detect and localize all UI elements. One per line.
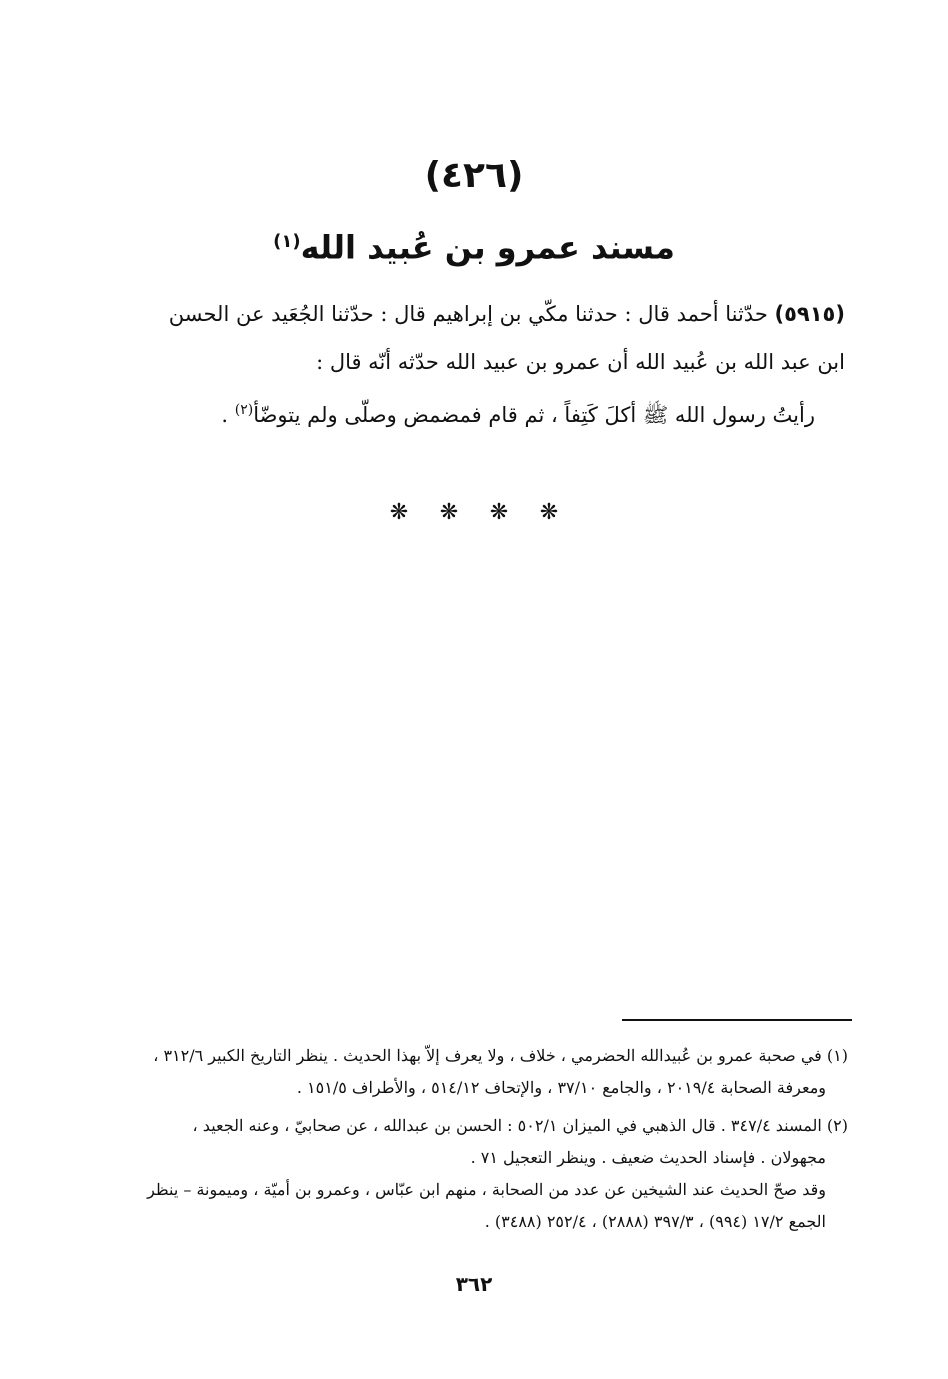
- hadith-line-1: [100, 290, 845, 338]
- hadith-matn: رأيتُ رسول الله ﷺ أكلَ كَتِفاً ، ثم قام فمضمض وصلّى ولم يتوضّأ: [253, 403, 815, 427]
- footnote-2-line-1: (٢) المسند ٣٤٧/٤ . قال الذهبي في الميزان ٥٠٢/١ : الحسن بن عبدالله ، عن صحابيّ ، وعنه الجعيد ،: [192, 1116, 848, 1135]
- hadith-line-2: ابن عبد الله بن عُبيد الله أن عمرو بن عبيد الله حدّثه أنّه قال :: [316, 350, 845, 374]
- footnote-2-line-2: مجهولان . فإسناد الحديث ضعيف . وينظر التعجيل ٧١ .: [470, 1148, 826, 1167]
- hadith-matn-end: .: [221, 403, 235, 427]
- footnote-marker-2: (٢): [234, 402, 254, 418]
- footnote-marker-1: (١): [273, 231, 301, 252]
- hadith-number: (٥٩١٥): [774, 302, 845, 326]
- star-ornament: ❋: [489, 500, 509, 525]
- star-ornament: ❋: [539, 500, 559, 525]
- footnote-1-line-1: (١) في صحبة عمرو بن عُبيدالله الحضرمي ، خلاف ، ولا يعرف إلاّ بهذا الحديث . ينظر التاريخ الكبير ٣١٢/٦ ،: [153, 1046, 848, 1065]
- hadith-matn-line: [100, 386, 845, 439]
- section-title: [0, 214, 948, 276]
- footnote-2-line-4: الجمع ١٧/٢ (٩٩٤) ، ٣٩٧/٣ (٢٨٨٨) ، ٢٥٢/٤ (٣٤٨٨) .: [484, 1212, 826, 1231]
- footnote-1-line-2: ومعرفة الصحابة ٢٠١٩/٤ ، والجامع ٣٧/١٠ ، والإتحاف ٥١٤/١٢ ، والأطراف ١٥١/٥ .: [296, 1078, 826, 1097]
- section-divider-stars: [0, 500, 948, 525]
- star-ornament: ❋: [439, 500, 459, 525]
- hadith-text: [100, 290, 845, 439]
- section-number: (٤٢٦): [424, 155, 524, 196]
- star-ornament: ❋: [389, 500, 409, 525]
- page-number: ٣٦٢: [455, 1272, 493, 1296]
- section-title-text: مسند عمرو بن عُبيد الله: [300, 228, 675, 267]
- hadith-isnad-part-1: حدّثنا أحمد قال : حدثنا مكّي بن إبراهيم قال : حدّثنا الجُعَيد عن الحسن: [168, 302, 768, 326]
- footnotes: [100, 1040, 848, 1238]
- footnote-2-line-3: وقد صحّ الحديث عند الشيخين عن عدد من الصحابة ، منهم ابن عبّاس ، وعمرو بن أميّة ، وميمونة – ينظر: [147, 1180, 826, 1199]
- footnote-separator: [622, 1019, 852, 1021]
